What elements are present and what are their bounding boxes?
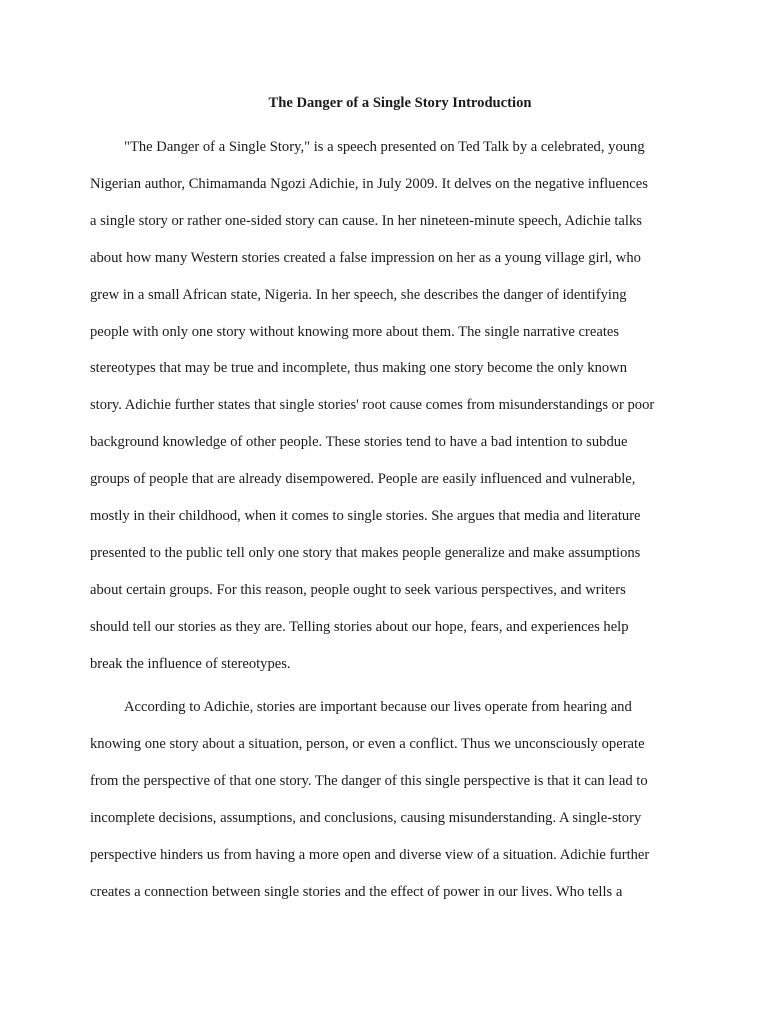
paragraph-line: knowing one story about a situation, person, or even a conflict. Thus we unconsciously operate <box>90 735 645 752</box>
paragraph-2 <box>90 689 665 910</box>
paragraph-line: background knowledge of other people. These stories tend to have a bad intention to subdue <box>90 434 628 451</box>
paragraph-line: presented to the public tell only one story that makes people generalize and make assumptions <box>90 544 641 561</box>
paragraph-line: "The Danger of a Single Story," is a speech presented on Ted Talk by a celebrated, young <box>124 139 645 155</box>
paragraph-line: grew in a small African state, Nigeria. In her speech, she describes the danger of identifying <box>90 286 627 303</box>
paragraph-line: break the influence of stereotypes. <box>90 655 291 672</box>
document-title: The Danger of a Single Story Introduction <box>268 95 532 111</box>
paragraph-line: creates a connection between single stories and the effect of power in our lives. Who tells a <box>90 883 623 900</box>
paragraph-line: from the perspective of that one story. The danger of this single perspective is that it can lead to <box>90 772 648 789</box>
paragraph-line: Nigerian author, Chimamanda Ngozi Adichie, in July 2009. It delves on the negative influences <box>90 175 648 192</box>
paragraph-line: incomplete decisions, assumptions, and conclusions, causing misunderstanding. A single-story <box>90 809 642 826</box>
paragraph-line: stereotypes that may be true and incomplete, thus making one story become the only known <box>90 360 627 377</box>
paragraph-line: mostly in their childhood, when it comes to single stories. She argues that media and literature <box>90 508 641 525</box>
paragraph-line: According to Adichie, stories are important because our lives operate from hearing and <box>124 699 632 715</box>
paragraph-line: people with only one story without knowing more about them. The single narrative creates <box>90 323 620 340</box>
paragraph-line: perspective hinders us from having a more open and diverse view of a situation. Adichie further <box>90 846 650 863</box>
paragraph-1 <box>90 129 665 683</box>
paragraph-line: about certain groups. For this reason, people ought to seek various perspectives, and writers <box>90 581 626 598</box>
paragraph-line: should tell our stories as they are. Telling stories about our hope, fears, and experiences help <box>90 618 629 635</box>
paragraph-line: groups of people that are already disempowered. People are easily influenced and vulnerable, <box>90 471 636 488</box>
paragraph-line: a single story or rather one-sided story can cause. In her nineteen-minute speech, Adichie talks <box>90 212 642 229</box>
paragraph-line: about how many Western stories created a false impression on her as a young village girl, who <box>90 249 641 266</box>
paragraph-line: story. Adichie further states that single stories' root cause comes from misunderstandings or poor <box>90 397 655 414</box>
